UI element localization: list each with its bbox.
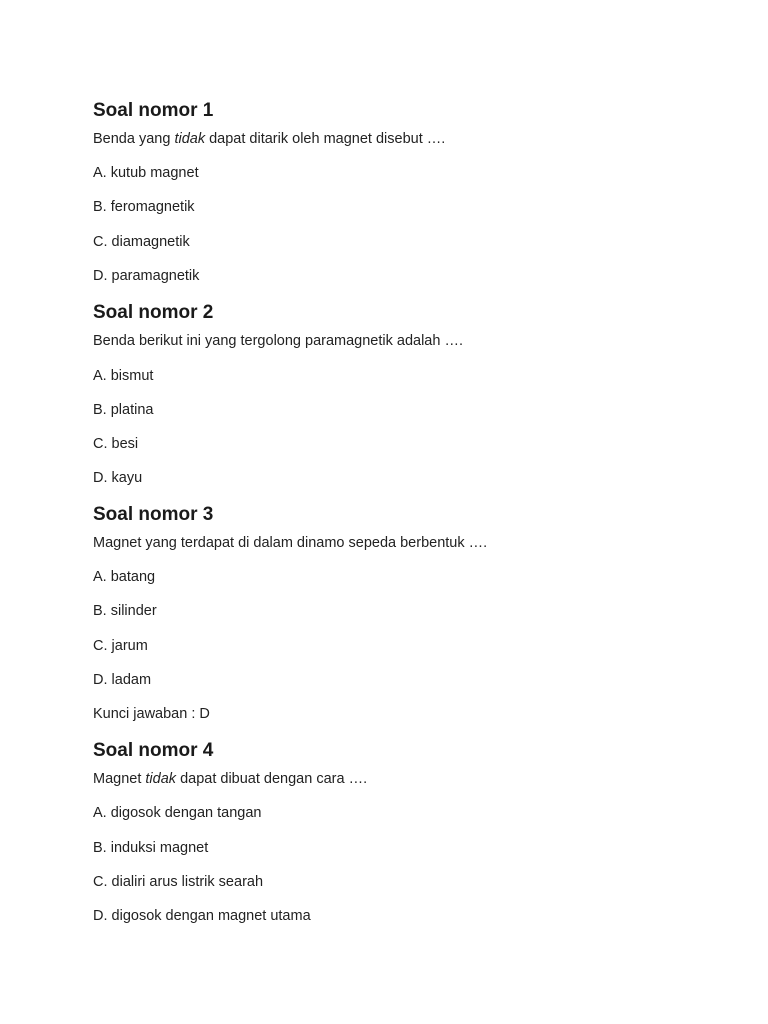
question-4-title: Soal nomor 4 bbox=[93, 740, 214, 761]
question-1-option-b: B. feromagnetik bbox=[93, 199, 195, 215]
question-1-text bbox=[93, 130, 445, 148]
question-4-option-b: B. induksi magnet bbox=[93, 840, 209, 856]
question-4-option-c: C. dialiri arus listrik searah bbox=[93, 874, 264, 890]
question-3-option-a: A. batang bbox=[93, 569, 156, 585]
question-2-option-a: A. bismut bbox=[93, 368, 154, 384]
question-3-option-b: B. silinder bbox=[93, 603, 157, 619]
question-1-option-d: D. paramagnetik bbox=[93, 268, 200, 284]
question-2-option-c: C. besi bbox=[93, 436, 139, 452]
question-4-text-emphasis: tidak bbox=[145, 771, 177, 787]
question-1-text-pre: Benda yang bbox=[93, 131, 175, 147]
question-3-option-d: D. ladam bbox=[93, 672, 152, 688]
question-1-text-post: dapat ditarik oleh magnet disebut …. bbox=[205, 131, 446, 147]
question-1-option-c: C. diamagnetik bbox=[93, 234, 190, 250]
question-4-option-d: D. digosok dengan magnet utama bbox=[93, 908, 311, 924]
question-1-option-a: A. kutub magnet bbox=[93, 165, 199, 181]
question-2-option-d: D. kayu bbox=[93, 470, 143, 486]
question-2-option-b: B. platina bbox=[93, 402, 154, 418]
question-3-title: Soal nomor 3 bbox=[93, 504, 214, 525]
question-3-answer-key: Kunci jawaban : D bbox=[93, 706, 210, 722]
question-1-text-emphasis: tidak bbox=[174, 131, 206, 147]
question-4-option-a: A. digosok dengan tangan bbox=[93, 805, 262, 821]
question-4-text-pre: Magnet bbox=[93, 771, 146, 787]
question-1-title: Soal nomor 1 bbox=[93, 100, 214, 121]
question-3-option-c: C. jarum bbox=[93, 638, 148, 654]
question-2-title: Soal nomor 2 bbox=[93, 302, 214, 323]
question-4-text-post: dapat dibuat dengan cara …. bbox=[176, 771, 368, 787]
question-3-text: Magnet yang terdapat di dalam dinamo sepeda berbentuk …. bbox=[93, 535, 488, 551]
question-4-text bbox=[93, 770, 367, 788]
question-2-text: Benda berikut ini yang tergolong paramagnetik adalah …. bbox=[93, 333, 463, 349]
